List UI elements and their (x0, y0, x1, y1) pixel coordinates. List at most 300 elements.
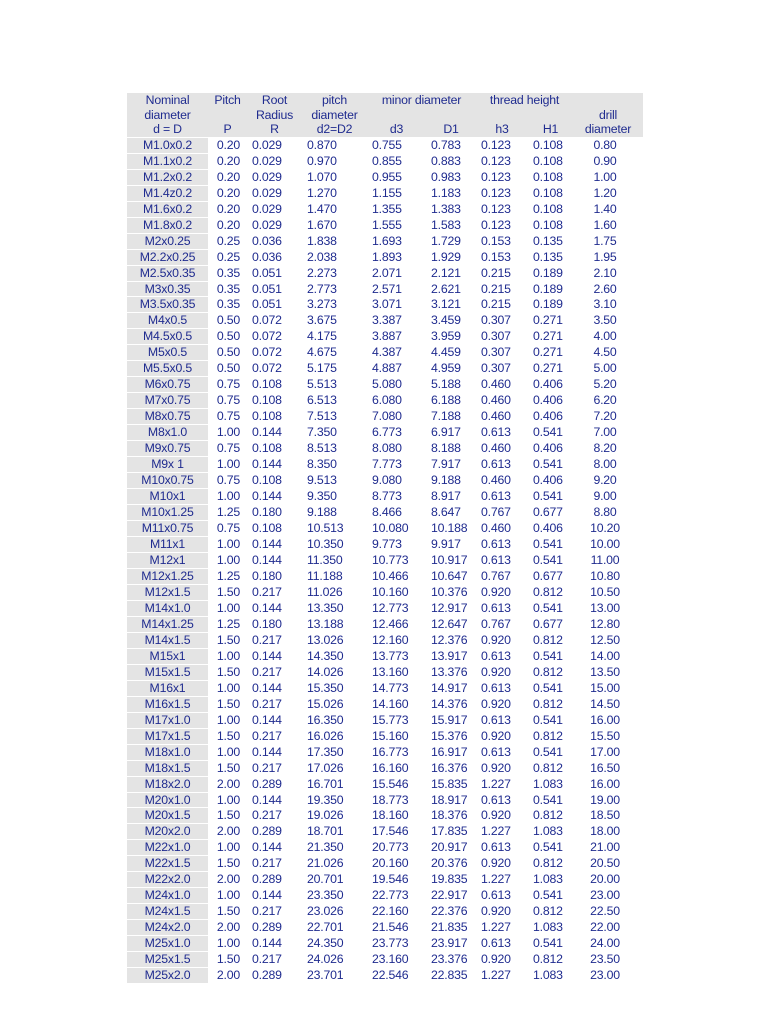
root-radius-value: 0.144 (247, 680, 302, 696)
thread-height-h3-value: 0.613 (476, 744, 528, 760)
pitch-diameter-value: 14.026 (302, 664, 367, 680)
drill-diameter-value: 1.00 (573, 169, 643, 185)
pitch-value: 0.35 (208, 265, 247, 281)
root-radius-value: 0.144 (247, 792, 302, 808)
pitch-value: 1.00 (208, 425, 247, 441)
pitch-diameter-value: 23.701 (302, 968, 367, 983)
drill-diameter-value: 24.00 (573, 936, 643, 952)
table-row (127, 249, 643, 265)
pitch-value: 0.75 (208, 377, 247, 393)
minor-diameter-d3-value: 22.773 (367, 888, 426, 904)
thread-height-H1-value: 0.189 (528, 265, 573, 281)
root-radius-value: 0.144 (247, 936, 302, 952)
root-radius-value: 0.217 (247, 584, 302, 600)
pitch-value: 1.25 (208, 505, 247, 521)
thread-designation: M5.5x0.5 (127, 361, 208, 377)
thread-height-h3-value: 0.613 (476, 680, 528, 696)
header-row-3 (127, 122, 643, 137)
pitch-diameter-value: 7.350 (302, 425, 367, 441)
minor-diameter-d3-value: 8.773 (367, 489, 426, 505)
table-row (127, 744, 643, 760)
root-radius-value: 0.217 (247, 728, 302, 744)
minor-diameter-d3-value: 3.887 (367, 329, 426, 345)
drill-diameter-value: 7.00 (573, 425, 643, 441)
table-row (127, 489, 643, 505)
thread-designation: M18x1.5 (127, 760, 208, 776)
minor-diameter-D1-value: 5.188 (426, 377, 476, 393)
thread-height-h3-value: 0.215 (476, 297, 528, 313)
pitch-value: 1.00 (208, 792, 247, 808)
thread-height-H1-value: 0.541 (528, 712, 573, 728)
minor-diameter-D1-value: 6.917 (426, 425, 476, 441)
table-row (127, 728, 643, 744)
thread-height-H1-value: 0.406 (528, 409, 573, 425)
table-row (127, 521, 643, 537)
minor-diameter-D1-value: 8.188 (426, 441, 476, 457)
thread-height-H1-value: 0.812 (528, 728, 573, 744)
thread-designation: M1.8x0.2 (127, 217, 208, 233)
pitch-value: 0.50 (208, 313, 247, 329)
thread-height-h3-value: 0.613 (476, 600, 528, 616)
pitch-diameter-value: 11.188 (302, 568, 367, 584)
pitch-diameter-value: 8.350 (302, 457, 367, 473)
minor-diameter-D1-value: 2.121 (426, 265, 476, 281)
root-radius-value: 0.108 (247, 441, 302, 457)
drill-diameter-value: 11.00 (573, 552, 643, 568)
thread-height-h3-value: 1.227 (476, 776, 528, 792)
thread-height-H1-value: 0.406 (528, 441, 573, 457)
thread-height-H1-value: 0.812 (528, 632, 573, 648)
drill-diameter-value: 8.80 (573, 505, 643, 521)
minor-diameter-D1-value: 4.459 (426, 345, 476, 361)
drill-diameter-value: 12.50 (573, 632, 643, 648)
minor-diameter-D1-value: 1.929 (426, 249, 476, 265)
minor-diameter-D1-value: 12.647 (426, 616, 476, 632)
header-thread-height: thread height (476, 93, 573, 108)
pitch-value: 0.75 (208, 473, 247, 489)
thread-height-H1-value: 0.271 (528, 345, 573, 361)
thread-height-h3-value: 0.460 (476, 521, 528, 537)
pitch-value: 1.50 (208, 760, 247, 776)
thread-height-h3-value: 0.123 (476, 185, 528, 201)
minor-diameter-D1-value: 10.188 (426, 521, 476, 537)
thread-height-H1-value: 0.541 (528, 425, 573, 441)
pitch-diameter-value: 5.175 (302, 361, 367, 377)
drill-diameter-value: 4.50 (573, 345, 643, 361)
minor-diameter-d3-value: 22.160 (367, 904, 426, 920)
thread-height-H1-value: 0.812 (528, 584, 573, 600)
thread-designation: M12x1.5 (127, 584, 208, 600)
thread-height-H1-value: 0.541 (528, 648, 573, 664)
minor-diameter-d3-value: 23.160 (367, 952, 426, 968)
header-D1-line2 (426, 108, 476, 123)
minor-diameter-D1-value: 22.917 (426, 888, 476, 904)
table-row (127, 616, 643, 632)
thread-designation: M10x1.25 (127, 505, 208, 521)
minor-diameter-D1-value: 16.376 (426, 760, 476, 776)
thread-height-H1-value: 0.812 (528, 664, 573, 680)
pitch-diameter-value: 23.350 (302, 888, 367, 904)
thread-designation: M9x0.75 (127, 441, 208, 457)
minor-diameter-D1-value: 13.917 (426, 648, 476, 664)
minor-diameter-D1-value: 10.376 (426, 584, 476, 600)
pitch-diameter-value: 23.026 (302, 904, 367, 920)
drill-diameter-value: 14.50 (573, 696, 643, 712)
thread-designation: M20x1.0 (127, 792, 208, 808)
header-root-radius-line2: Radius (247, 108, 302, 123)
pitch-diameter-value: 8.513 (302, 441, 367, 457)
thread-height-H1-value: 0.406 (528, 521, 573, 537)
root-radius-value: 0.180 (247, 616, 302, 632)
thread-height-H1-value: 0.812 (528, 952, 573, 968)
pitch-value: 1.50 (208, 584, 247, 600)
drill-diameter-value: 16.00 (573, 776, 643, 792)
thread-height-H1-value: 0.677 (528, 568, 573, 584)
root-radius-value: 0.289 (247, 824, 302, 840)
drill-diameter-value: 10.00 (573, 537, 643, 553)
thread-designation: M17x1.0 (127, 712, 208, 728)
thread-height-h3-value: 0.307 (476, 345, 528, 361)
root-radius-value: 0.217 (247, 632, 302, 648)
minor-diameter-D1-value: 20.917 (426, 840, 476, 856)
drill-diameter-value: 1.75 (573, 233, 643, 249)
minor-diameter-D1-value: 12.376 (426, 632, 476, 648)
pitch-diameter-value: 4.175 (302, 329, 367, 345)
table-row (127, 888, 643, 904)
thread-height-H1-value: 0.189 (528, 297, 573, 313)
drill-diameter-value: 18.00 (573, 824, 643, 840)
minor-diameter-D1-value: 0.883 (426, 153, 476, 169)
table-row (127, 952, 643, 968)
table-row (127, 457, 643, 473)
table-row (127, 808, 643, 824)
table-row (127, 648, 643, 664)
minor-diameter-d3-value: 1.355 (367, 201, 426, 217)
thread-height-H1-value: 0.541 (528, 792, 573, 808)
minor-diameter-d3-value: 4.887 (367, 361, 426, 377)
root-radius-value: 0.051 (247, 265, 302, 281)
root-radius-value: 0.072 (247, 345, 302, 361)
pitch-value: 1.50 (208, 664, 247, 680)
minor-diameter-d3-value: 21.546 (367, 920, 426, 936)
thread-height-h3-value: 0.123 (476, 217, 528, 233)
drill-diameter-value: 14.00 (573, 648, 643, 664)
minor-diameter-D1-value: 15.835 (426, 776, 476, 792)
thread-height-H1-value: 0.108 (528, 185, 573, 201)
minor-diameter-d3-value: 13.773 (367, 648, 426, 664)
thread-height-H1-value: 0.271 (528, 313, 573, 329)
pitch-diameter-value: 5.513 (302, 377, 367, 393)
drill-diameter-value: 1.95 (573, 249, 643, 265)
pitch-value: 1.50 (208, 904, 247, 920)
thread-dimension-table (127, 93, 643, 983)
pitch-value: 0.75 (208, 393, 247, 409)
thread-height-H1-value: 0.812 (528, 808, 573, 824)
drill-diameter-value: 16.00 (573, 712, 643, 728)
thread-designation: M3x0.35 (127, 281, 208, 297)
pitch-diameter-value: 15.350 (302, 680, 367, 696)
header-pitch-diameter-symbol: d2=D2 (302, 122, 367, 137)
minor-diameter-D1-value: 7.917 (426, 457, 476, 473)
thread-height-H1-value: 0.541 (528, 537, 573, 553)
thread-height-H1-value: 0.812 (528, 904, 573, 920)
minor-diameter-d3-value: 10.080 (367, 521, 426, 537)
minor-diameter-d3-value: 16.160 (367, 760, 426, 776)
thread-height-H1-value: 0.677 (528, 616, 573, 632)
pitch-value: 0.35 (208, 297, 247, 313)
minor-diameter-D1-value: 21.835 (426, 920, 476, 936)
pitch-value: 0.75 (208, 441, 247, 457)
header-h3-symbol: h3 (476, 122, 528, 137)
table-row (127, 313, 643, 329)
pitch-diameter-value: 16.350 (302, 712, 367, 728)
thread-height-h3-value: 0.613 (476, 489, 528, 505)
thread-height-h3-value: 0.123 (476, 169, 528, 185)
minor-diameter-d3-value: 9.773 (367, 537, 426, 553)
pitch-diameter-value: 13.026 (302, 632, 367, 648)
root-radius-value: 0.029 (247, 153, 302, 169)
thread-designation: M25x1.0 (127, 936, 208, 952)
header-pitch-diameter-line1: pitch (302, 93, 367, 108)
thread-designation: M15x1.5 (127, 664, 208, 680)
thread-designation: M16x1.5 (127, 696, 208, 712)
thread-height-H1-value: 0.541 (528, 888, 573, 904)
root-radius-value: 0.289 (247, 776, 302, 792)
minor-diameter-D1-value: 23.917 (426, 936, 476, 952)
table-row (127, 824, 643, 840)
thread-height-h3-value: 0.613 (476, 888, 528, 904)
table-row (127, 329, 643, 345)
thread-height-h3-value: 0.613 (476, 425, 528, 441)
pitch-diameter-value: 15.026 (302, 696, 367, 712)
table-row (127, 473, 643, 489)
thread-designation: M14x1.25 (127, 616, 208, 632)
minor-diameter-D1-value: 22.376 (426, 904, 476, 920)
minor-diameter-d3-value: 6.773 (367, 425, 426, 441)
minor-diameter-D1-value: 3.121 (426, 297, 476, 313)
minor-diameter-D1-value: 14.376 (426, 696, 476, 712)
minor-diameter-D1-value: 13.376 (426, 664, 476, 680)
minor-diameter-d3-value: 16.773 (367, 744, 426, 760)
header-H1-symbol: H1 (528, 122, 573, 137)
thread-height-H1-value: 0.271 (528, 361, 573, 377)
drill-diameter-value: 2.60 (573, 281, 643, 297)
pitch-diameter-value: 11.350 (302, 552, 367, 568)
minor-diameter-D1-value: 1.729 (426, 233, 476, 249)
thread-height-H1-value: 0.406 (528, 377, 573, 393)
root-radius-value: 0.144 (247, 489, 302, 505)
table-row (127, 153, 643, 169)
pitch-value: 0.50 (208, 345, 247, 361)
drill-diameter-value: 13.50 (573, 664, 643, 680)
table-row (127, 217, 643, 233)
drill-diameter-value: 3.10 (573, 297, 643, 313)
pitch-value: 1.25 (208, 616, 247, 632)
minor-diameter-d3-value: 1.693 (367, 233, 426, 249)
pitch-diameter-value: 16.026 (302, 728, 367, 744)
drill-diameter-value: 23.00 (573, 968, 643, 983)
pitch-diameter-value: 4.675 (302, 345, 367, 361)
table-row (127, 712, 643, 728)
drill-diameter-value: 3.50 (573, 313, 643, 329)
pitch-diameter-value: 24.026 (302, 952, 367, 968)
drill-diameter-value: 22.50 (573, 904, 643, 920)
drill-diameter-value: 1.60 (573, 217, 643, 233)
drill-diameter-value: 10.50 (573, 584, 643, 600)
minor-diameter-D1-value: 15.376 (426, 728, 476, 744)
minor-diameter-D1-value: 6.188 (426, 393, 476, 409)
minor-diameter-d3-value: 12.160 (367, 632, 426, 648)
header-D1-symbol: D1 (426, 122, 476, 137)
thread-designation: M2.2x0.25 (127, 249, 208, 265)
thread-height-H1-value: 1.083 (528, 824, 573, 840)
minor-diameter-d3-value: 0.755 (367, 137, 426, 153)
table-row (127, 680, 643, 696)
thread-height-h3-value: 0.215 (476, 265, 528, 281)
pitch-value: 1.00 (208, 648, 247, 664)
table-row (127, 441, 643, 457)
minor-diameter-D1-value: 23.376 (426, 952, 476, 968)
table-row (127, 936, 643, 952)
root-radius-value: 0.289 (247, 920, 302, 936)
thread-designation: M7x0.75 (127, 393, 208, 409)
table-row (127, 840, 643, 856)
thread-height-h3-value: 0.123 (476, 137, 528, 153)
root-radius-value: 0.036 (247, 233, 302, 249)
drill-diameter-value: 13.00 (573, 600, 643, 616)
thread-designation: M3.5x0.35 (127, 297, 208, 313)
thread-height-h3-value: 0.613 (476, 792, 528, 808)
drill-diameter-value: 20.00 (573, 872, 643, 888)
drill-diameter-value: 12.80 (573, 616, 643, 632)
root-radius-value: 0.144 (247, 457, 302, 473)
minor-diameter-d3-value: 15.160 (367, 728, 426, 744)
root-radius-value: 0.144 (247, 744, 302, 760)
drill-diameter-value: 9.20 (573, 473, 643, 489)
thread-height-H1-value: 0.108 (528, 201, 573, 217)
table-row (127, 920, 643, 936)
minor-diameter-d3-value: 12.466 (367, 616, 426, 632)
table-row (127, 760, 643, 776)
thread-designation: M15x1 (127, 648, 208, 664)
thread-height-H1-value: 0.108 (528, 217, 573, 233)
thread-height-H1-value: 0.541 (528, 840, 573, 856)
thread-height-H1-value: 0.812 (528, 696, 573, 712)
thread-designation: M11x0.75 (127, 521, 208, 537)
pitch-value: 0.75 (208, 409, 247, 425)
header-nominal-diameter-line1: Nominal (127, 93, 208, 108)
table-row (127, 393, 643, 409)
table-row (127, 537, 643, 553)
minor-diameter-d3-value: 9.080 (367, 473, 426, 489)
table-row (127, 664, 643, 680)
minor-diameter-d3-value: 19.546 (367, 872, 426, 888)
thread-designation: M12x1 (127, 552, 208, 568)
pitch-value: 1.50 (208, 856, 247, 872)
minor-diameter-d3-value: 13.160 (367, 664, 426, 680)
pitch-value: 1.25 (208, 568, 247, 584)
drill-diameter-value: 7.20 (573, 409, 643, 425)
drill-diameter-value: 22.00 (573, 920, 643, 936)
thread-designation: M22x1.5 (127, 856, 208, 872)
minor-diameter-d3-value: 23.773 (367, 936, 426, 952)
root-radius-value: 0.051 (247, 281, 302, 297)
minor-diameter-D1-value: 4.959 (426, 361, 476, 377)
pitch-diameter-value: 14.350 (302, 648, 367, 664)
thread-height-H1-value: 0.541 (528, 457, 573, 473)
thread-designation: M1.0x0.2 (127, 137, 208, 153)
drill-diameter-value: 19.00 (573, 792, 643, 808)
table-row (127, 201, 643, 217)
pitch-diameter-value: 17.350 (302, 744, 367, 760)
pitch-value: 2.00 (208, 968, 247, 983)
drill-diameter-value: 6.20 (573, 393, 643, 409)
minor-diameter-d3-value: 15.773 (367, 712, 426, 728)
pitch-diameter-value: 16.701 (302, 776, 367, 792)
thread-designation: M1.6x0.2 (127, 201, 208, 217)
root-radius-value: 0.217 (247, 808, 302, 824)
thread-height-h3-value: 0.460 (476, 409, 528, 425)
header-nominal-diameter-line2: diameter (127, 108, 208, 123)
thread-height-h3-value: 0.920 (476, 760, 528, 776)
root-radius-value: 0.180 (247, 505, 302, 521)
pitch-value: 0.50 (208, 329, 247, 345)
pitch-value: 1.00 (208, 840, 247, 856)
root-radius-value: 0.289 (247, 872, 302, 888)
minor-diameter-d3-value: 10.160 (367, 584, 426, 600)
minor-diameter-d3-value: 18.773 (367, 792, 426, 808)
thread-height-H1-value: 0.541 (528, 680, 573, 696)
minor-diameter-D1-value: 20.376 (426, 856, 476, 872)
pitch-diameter-value: 9.188 (302, 505, 367, 521)
root-radius-value: 0.108 (247, 377, 302, 393)
thread-height-H1-value: 0.271 (528, 329, 573, 345)
table-row (127, 856, 643, 872)
thread-designation: M1.1x0.2 (127, 153, 208, 169)
minor-diameter-d3-value: 2.071 (367, 265, 426, 281)
minor-diameter-d3-value: 4.387 (367, 345, 426, 361)
pitch-diameter-value: 0.870 (302, 137, 367, 153)
header-root-radius-line1: Root (247, 93, 302, 108)
pitch-diameter-value: 1.270 (302, 185, 367, 201)
drill-diameter-value: 15.00 (573, 680, 643, 696)
pitch-value: 1.50 (208, 632, 247, 648)
thread-height-h3-value: 0.613 (476, 552, 528, 568)
table-row (127, 185, 643, 201)
thread-designation: M24x1.5 (127, 904, 208, 920)
drill-diameter-value: 0.90 (573, 153, 643, 169)
drill-diameter-value: 23.00 (573, 888, 643, 904)
thread-height-h3-value: 0.920 (476, 664, 528, 680)
root-radius-value: 0.108 (247, 409, 302, 425)
pitch-diameter-value: 2.038 (302, 249, 367, 265)
pitch-diameter-value: 7.513 (302, 409, 367, 425)
pitch-value: 2.00 (208, 776, 247, 792)
pitch-value: 1.00 (208, 552, 247, 568)
root-radius-value: 0.144 (247, 840, 302, 856)
thread-height-h3-value: 0.613 (476, 537, 528, 553)
minor-diameter-D1-value: 1.383 (426, 201, 476, 217)
table-row (127, 632, 643, 648)
pitch-value: 1.00 (208, 680, 247, 696)
thread-height-h3-value: 0.920 (476, 728, 528, 744)
minor-diameter-D1-value: 3.459 (426, 313, 476, 329)
pitch-value: 1.00 (208, 600, 247, 616)
header-drill-line1 (573, 93, 643, 108)
minor-diameter-D1-value: 22.835 (426, 968, 476, 983)
thread-height-h3-value: 0.460 (476, 393, 528, 409)
pitch-diameter-value: 24.350 (302, 936, 367, 952)
